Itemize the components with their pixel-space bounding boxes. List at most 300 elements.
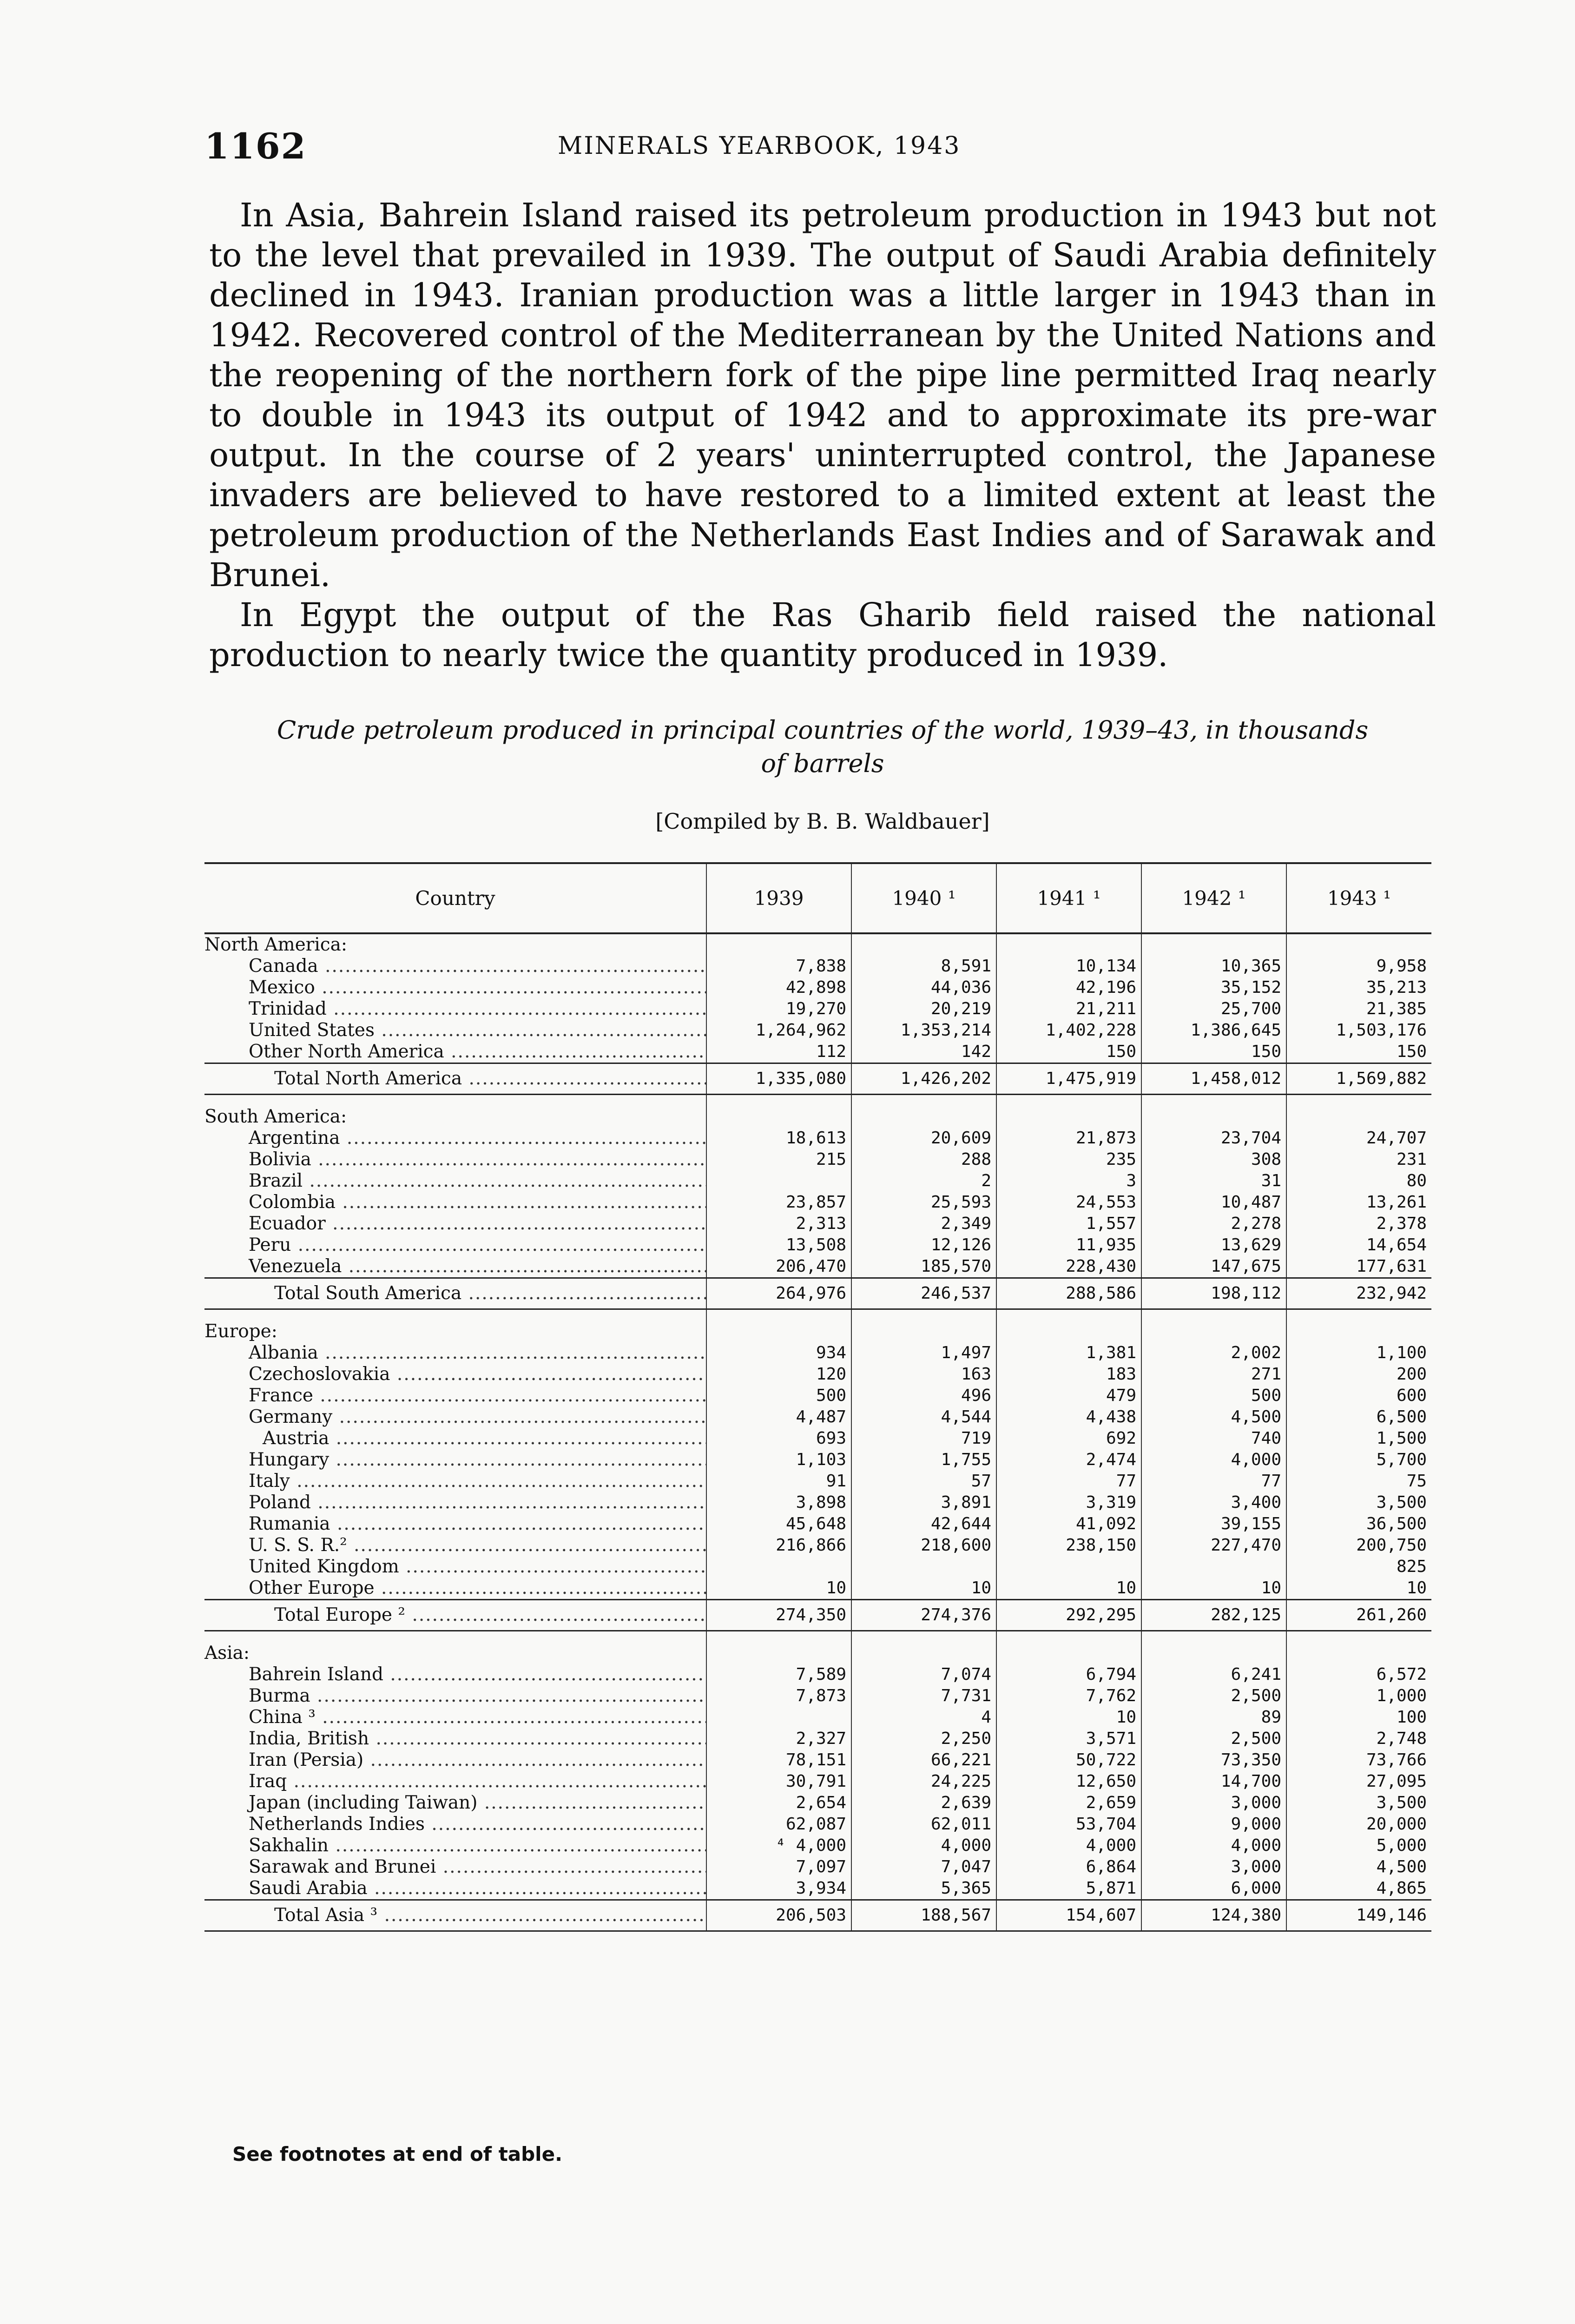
table-row <box>204 1835 1431 1856</box>
value-cell-1943: 75 <box>1286 1471 1431 1492</box>
value-cell-1939: 216,866 <box>706 1535 851 1556</box>
value-cell-1940: 288 <box>851 1149 996 1170</box>
value-cell-1941: 3 <box>996 1170 1141 1192</box>
value-cell-1939 <box>706 1309 851 1321</box>
table-caption <box>209 713 1436 780</box>
value-cell-1939: ⁴ 4,000 <box>706 1835 851 1856</box>
value-cell-1941: 1,381 <box>996 1342 1141 1364</box>
running-head: MINERALS YEARBOOK, 1943 <box>558 132 961 160</box>
table-row <box>204 1856 1431 1878</box>
table-row <box>204 1041 1431 1063</box>
page-header <box>204 125 1431 177</box>
value-cell-1942: 4,000 <box>1141 1449 1286 1471</box>
value-cell-1943 <box>1286 1309 1431 1321</box>
table-total-row <box>204 1063 1431 1095</box>
value-cell-1942: 6,241 <box>1141 1664 1286 1685</box>
value-cell-1941 <box>996 1643 1141 1664</box>
country-name-cell <box>204 1095 706 1107</box>
value-cell-1942: 3,400 <box>1141 1492 1286 1513</box>
value-cell-1940: 7,731 <box>851 1685 996 1707</box>
value-cell-1940: 163 <box>851 1364 996 1385</box>
value-cell-1943: 35,213 <box>1286 977 1431 998</box>
value-cell-1940: 57 <box>851 1471 996 1492</box>
value-cell-1941: 1,402,228 <box>996 1020 1141 1041</box>
table-spacer-row <box>204 1631 1431 1643</box>
value-cell-1940: 42,644 <box>851 1513 996 1535</box>
value-cell-1940: 188,567 <box>851 1900 996 1931</box>
value-cell-1942: 3,000 <box>1141 1856 1286 1878</box>
table-row <box>204 1149 1431 1170</box>
value-cell-1943: 24,707 <box>1286 1128 1431 1149</box>
value-cell-1940: 20,609 <box>851 1128 996 1149</box>
page-number: 1162 <box>204 125 307 167</box>
value-cell-1943: 150 <box>1286 1041 1431 1063</box>
value-cell-1940 <box>851 1309 996 1321</box>
value-cell-1942 <box>1141 1309 1286 1321</box>
value-cell-1939: 78,151 <box>706 1750 851 1771</box>
value-cell-1943: 1,503,176 <box>1286 1020 1431 1041</box>
value-cell-1939: 7,097 <box>706 1856 851 1878</box>
value-cell-1939: 112 <box>706 1041 851 1063</box>
body-text <box>209 195 1436 675</box>
value-cell-1941: 183 <box>996 1364 1141 1385</box>
value-cell-1939 <box>706 1707 851 1728</box>
value-cell-1939 <box>706 1643 851 1664</box>
country-name-cell: Trinidad ..... <box>204 998 706 1020</box>
value-cell-1940: 1,353,214 <box>851 1020 996 1041</box>
country-name-cell: Netherlands Indies ..... <box>204 1814 706 1835</box>
value-cell-1942: 4,000 <box>1141 1835 1286 1856</box>
value-cell-1943 <box>1286 933 1431 956</box>
value-cell-1939: 2,327 <box>706 1728 851 1750</box>
value-cell-1942: 271 <box>1141 1364 1286 1385</box>
value-cell-1941: 12,650 <box>996 1771 1141 1792</box>
country-name-cell: Total South America ..... <box>204 1278 706 1309</box>
value-cell-1943: 20,000 <box>1286 1814 1431 1835</box>
table-row <box>204 1020 1431 1041</box>
value-cell-1939: 500 <box>706 1385 851 1406</box>
value-cell-1942: 10,487 <box>1141 1192 1286 1213</box>
value-cell-1941: 10 <box>996 1707 1141 1728</box>
value-cell-1941: 479 <box>996 1385 1141 1406</box>
table-row <box>204 956 1431 977</box>
value-cell-1939: 19,270 <box>706 998 851 1020</box>
value-cell-1940: 496 <box>851 1385 996 1406</box>
value-cell-1940: 20,219 <box>851 998 996 1020</box>
value-cell-1942: 150 <box>1141 1041 1286 1063</box>
value-cell-1943: 80 <box>1286 1170 1431 1192</box>
country-name-cell: Iraq ..... <box>204 1771 706 1792</box>
country-name-cell: Canada ..... <box>204 956 706 977</box>
value-cell-1940: 24,225 <box>851 1771 996 1792</box>
value-cell-1939: 7,589 <box>706 1664 851 1685</box>
value-cell-1942: 198,112 <box>1141 1278 1286 1309</box>
value-cell-1942 <box>1141 1631 1286 1643</box>
value-cell-1939: 693 <box>706 1428 851 1449</box>
country-name-cell: North America: <box>204 934 348 955</box>
value-cell-1939: 3,898 <box>706 1492 851 1513</box>
value-cell-1939: 23,857 <box>706 1192 851 1213</box>
value-cell-1939: 18,613 <box>706 1128 851 1149</box>
value-cell-1942 <box>1141 1556 1286 1578</box>
table-footnote: See footnotes at end of table. <box>232 2143 563 2166</box>
table-region-row <box>204 1321 1431 1342</box>
country-name-cell: Sakhalin ..... <box>204 1835 706 1856</box>
value-cell-1943: 177,631 <box>1286 1256 1431 1278</box>
table-row <box>204 1707 1431 1728</box>
value-cell-1942: 13,629 <box>1141 1235 1286 1256</box>
country-name-cell: Asia: <box>204 1643 250 1664</box>
value-cell-1939: 30,791 <box>706 1771 851 1792</box>
country-name-cell <box>204 1631 706 1643</box>
value-cell-1940: 4,544 <box>851 1406 996 1428</box>
value-cell-1941: 5,871 <box>996 1878 1141 1900</box>
value-cell-1941: 292,295 <box>996 1600 1141 1631</box>
column-header-1942: 1942 ¹ <box>1141 863 1286 933</box>
value-cell-1941: 53,704 <box>996 1814 1141 1835</box>
table-region-row <box>204 1643 1431 1664</box>
country-name-cell: United States ..... <box>204 1020 706 1041</box>
value-cell-1943: 10 <box>1286 1578 1431 1600</box>
value-cell-1939 <box>706 1170 851 1192</box>
value-cell-1942: 2,500 <box>1141 1728 1286 1750</box>
value-cell-1943 <box>1286 1095 1431 1107</box>
value-cell-1943: 27,095 <box>1286 1771 1431 1792</box>
value-cell-1939: 3,934 <box>706 1878 851 1900</box>
paragraph-egypt: In Egypt the output of the Ras Gharib field raised the national production to nearly twice the quantity produced in 1939. <box>209 596 1436 674</box>
country-name-cell: Czechoslovakia ..... <box>204 1364 706 1385</box>
country-name-cell: Japan (including Taiwan) ..... <box>204 1792 706 1814</box>
country-name-cell: United Kingdom ..... <box>204 1556 706 1578</box>
country-name-cell: Venezuela ..... <box>204 1256 706 1278</box>
table-row <box>204 1192 1431 1213</box>
value-cell-1943: 149,146 <box>1286 1900 1431 1931</box>
value-cell-1942 <box>1141 1643 1286 1664</box>
value-cell-1940: 142 <box>851 1041 996 1063</box>
value-cell-1939: 274,350 <box>706 1600 851 1631</box>
value-cell-1941: 235 <box>996 1149 1141 1170</box>
value-cell-1942: 227,470 <box>1141 1535 1286 1556</box>
value-cell-1942 <box>1141 1321 1286 1342</box>
table-row <box>204 1128 1431 1149</box>
value-cell-1940: 3,891 <box>851 1492 996 1513</box>
value-cell-1941: 10 <box>996 1578 1141 1600</box>
value-cell-1941 <box>996 1556 1141 1578</box>
table-row <box>204 1578 1431 1600</box>
table-spacer-row <box>204 1095 1431 1107</box>
value-cell-1943: 5,000 <box>1286 1835 1431 1856</box>
country-name-cell: Italy ..... <box>204 1471 706 1492</box>
country-name-cell: Sarawak and Brunei ..... <box>204 1856 706 1878</box>
value-cell-1943: 1,000 <box>1286 1685 1431 1707</box>
table-row <box>204 1814 1431 1835</box>
value-cell-1943: 1,500 <box>1286 1428 1431 1449</box>
value-cell-1939: 42,898 <box>706 977 851 998</box>
value-cell-1941: 4,438 <box>996 1406 1141 1428</box>
value-cell-1941: 150 <box>996 1041 1141 1063</box>
table-row <box>204 1406 1431 1428</box>
value-cell-1940: 719 <box>851 1428 996 1449</box>
value-cell-1940 <box>851 1106 996 1128</box>
value-cell-1942: 39,155 <box>1141 1513 1286 1535</box>
value-cell-1942: 282,125 <box>1141 1600 1286 1631</box>
value-cell-1941: 4,000 <box>996 1835 1141 1856</box>
value-cell-1943: 73,766 <box>1286 1750 1431 1771</box>
value-cell-1941: 228,430 <box>996 1256 1141 1278</box>
value-cell-1939: 206,503 <box>706 1900 851 1931</box>
value-cell-1940 <box>851 933 996 956</box>
value-cell-1939: 934 <box>706 1342 851 1364</box>
value-cell-1941: 21,211 <box>996 998 1141 1020</box>
table-row <box>204 1342 1431 1364</box>
value-cell-1939 <box>706 1631 851 1643</box>
value-cell-1939 <box>706 1095 851 1107</box>
value-cell-1943: 9,958 <box>1286 956 1431 977</box>
column-header-1941: 1941 ¹ <box>996 863 1141 933</box>
value-cell-1940: 7,074 <box>851 1664 996 1685</box>
value-cell-1942: 3,000 <box>1141 1792 1286 1814</box>
value-cell-1940: 44,036 <box>851 977 996 998</box>
value-cell-1940 <box>851 1556 996 1578</box>
value-cell-1940: 8,591 <box>851 956 996 977</box>
value-cell-1943: 3,500 <box>1286 1492 1431 1513</box>
table-row <box>204 1364 1431 1385</box>
table-spacer-row <box>204 1309 1431 1321</box>
country-name-cell: China ³ ..... <box>204 1707 706 1728</box>
table-row <box>204 1213 1431 1235</box>
value-cell-1939: 2,313 <box>706 1213 851 1235</box>
value-cell-1943 <box>1286 1643 1431 1664</box>
value-cell-1943: 5,700 <box>1286 1449 1431 1471</box>
value-cell-1942: 89 <box>1141 1707 1286 1728</box>
country-name-cell: U. S. S. R.² ..... <box>204 1535 706 1556</box>
value-cell-1942: 31 <box>1141 1170 1286 1192</box>
value-cell-1939 <box>706 933 851 956</box>
country-name-cell: Hungary ..... <box>204 1449 706 1471</box>
value-cell-1943: 2,378 <box>1286 1213 1431 1235</box>
country-name-cell: Bolivia ..... <box>204 1149 706 1170</box>
value-cell-1939: 206,470 <box>706 1256 851 1278</box>
value-cell-1943: 4,500 <box>1286 1856 1431 1878</box>
value-cell-1939: 264,976 <box>706 1278 851 1309</box>
value-cell-1940: 2,349 <box>851 1213 996 1235</box>
value-cell-1939 <box>706 1321 851 1342</box>
value-cell-1942: 6,000 <box>1141 1878 1286 1900</box>
table-region-row <box>204 933 1431 956</box>
value-cell-1939: 7,873 <box>706 1685 851 1707</box>
value-cell-1943: 1,569,882 <box>1286 1063 1431 1095</box>
value-cell-1943: 1,100 <box>1286 1342 1431 1364</box>
country-name-cell: South America: <box>204 1106 347 1127</box>
value-cell-1940: 7,047 <box>851 1856 996 1878</box>
table-row <box>204 1878 1431 1900</box>
value-cell-1940 <box>851 1631 996 1643</box>
table-row <box>204 1664 1431 1685</box>
value-cell-1939: 10 <box>706 1578 851 1600</box>
value-cell-1943: 3,500 <box>1286 1792 1431 1814</box>
country-name-cell: Argentina ..... <box>204 1128 706 1149</box>
country-name-cell: France ..... <box>204 1385 706 1406</box>
value-cell-1939: 7,838 <box>706 956 851 977</box>
country-name-cell: Total Europe ² ..... <box>204 1600 706 1631</box>
value-cell-1942: 10,365 <box>1141 956 1286 977</box>
value-cell-1943: 4,865 <box>1286 1878 1431 1900</box>
value-cell-1941: 288,586 <box>996 1278 1141 1309</box>
value-cell-1941: 50,722 <box>996 1750 1141 1771</box>
country-name-cell: Rumania ..... <box>204 1513 706 1535</box>
value-cell-1942: 740 <box>1141 1428 1286 1449</box>
table-caption-line1: Crude petroleum produced in principal countries of the world, 1939–43, in thousands <box>277 715 1369 745</box>
value-cell-1941: 238,150 <box>996 1535 1141 1556</box>
value-cell-1940 <box>851 1095 996 1107</box>
value-cell-1942: 77 <box>1141 1471 1286 1492</box>
value-cell-1940: 4,000 <box>851 1835 996 1856</box>
value-cell-1940: 12,126 <box>851 1235 996 1256</box>
country-name-cell: Colombia ..... <box>204 1192 706 1213</box>
value-cell-1943: 21,385 <box>1286 998 1431 1020</box>
country-name-cell: Germany ..... <box>204 1406 706 1428</box>
value-cell-1940: 1,426,202 <box>851 1063 996 1095</box>
value-cell-1941: 1,557 <box>996 1213 1141 1235</box>
value-cell-1942: 14,700 <box>1141 1771 1286 1792</box>
country-name-cell: Total Asia ³ ..... <box>204 1900 706 1931</box>
value-cell-1939: 45,648 <box>706 1513 851 1535</box>
value-cell-1939: 4,487 <box>706 1406 851 1428</box>
value-cell-1941: 2,474 <box>996 1449 1141 1471</box>
value-cell-1942: 500 <box>1141 1385 1286 1406</box>
country-name-cell: Iran (Persia) ..... <box>204 1750 706 1771</box>
value-cell-1941: 1,475,919 <box>996 1063 1141 1095</box>
table-total-row <box>204 1278 1431 1309</box>
value-cell-1940: 2 <box>851 1170 996 1192</box>
value-cell-1943: 232,942 <box>1286 1278 1431 1309</box>
country-name-cell: Burma ..... <box>204 1685 706 1707</box>
table-row <box>204 1256 1431 1278</box>
table-row <box>204 1556 1431 1578</box>
value-cell-1943: 200,750 <box>1286 1535 1431 1556</box>
table-row <box>204 1685 1431 1707</box>
table-row <box>204 1235 1431 1256</box>
value-cell-1943 <box>1286 1321 1431 1342</box>
value-cell-1942: 2,278 <box>1141 1213 1286 1235</box>
value-cell-1942: 9,000 <box>1141 1814 1286 1835</box>
value-cell-1943: 100 <box>1286 1707 1431 1728</box>
value-cell-1941: 7,762 <box>996 1685 1141 1707</box>
value-cell-1939: 91 <box>706 1471 851 1492</box>
table-row <box>204 1385 1431 1406</box>
table-row <box>204 1535 1431 1556</box>
value-cell-1942: 73,350 <box>1141 1750 1286 1771</box>
value-cell-1941: 77 <box>996 1471 1141 1492</box>
value-cell-1941 <box>996 1095 1141 1107</box>
value-cell-1941: 692 <box>996 1428 1141 1449</box>
value-cell-1940 <box>851 1643 996 1664</box>
table-row <box>204 1170 1431 1192</box>
table-total-row <box>204 1900 1431 1931</box>
value-cell-1940: 66,221 <box>851 1750 996 1771</box>
value-cell-1942: 25,700 <box>1141 998 1286 1020</box>
value-cell-1942 <box>1141 1106 1286 1128</box>
value-cell-1939 <box>706 1556 851 1578</box>
value-cell-1941: 24,553 <box>996 1192 1141 1213</box>
value-cell-1941: 3,319 <box>996 1492 1141 1513</box>
table-region-row <box>204 1106 1431 1128</box>
value-cell-1942 <box>1141 1095 1286 1107</box>
value-cell-1940: 218,600 <box>851 1535 996 1556</box>
table-row <box>204 1792 1431 1814</box>
value-cell-1943: 600 <box>1286 1385 1431 1406</box>
value-cell-1943: 261,260 <box>1286 1600 1431 1631</box>
value-cell-1942: 1,386,645 <box>1141 1020 1286 1041</box>
country-name-cell: Other Europe ..... <box>204 1578 706 1600</box>
country-name-cell: Albania ..... <box>204 1342 706 1364</box>
value-cell-1942: 10 <box>1141 1578 1286 1600</box>
value-cell-1941 <box>996 1631 1141 1643</box>
value-cell-1942: 23,704 <box>1141 1128 1286 1149</box>
country-name-cell: Other North America ..... <box>204 1041 706 1063</box>
value-cell-1940: 62,011 <box>851 1814 996 1835</box>
value-cell-1943: 6,572 <box>1286 1664 1431 1685</box>
table-row <box>204 1728 1431 1750</box>
value-cell-1943 <box>1286 1631 1431 1643</box>
value-cell-1943: 200 <box>1286 1364 1431 1385</box>
value-cell-1941: 3,571 <box>996 1728 1141 1750</box>
value-cell-1940: 1,497 <box>851 1342 996 1364</box>
table-total-row <box>204 1600 1431 1631</box>
column-header-1943: 1943 ¹ <box>1286 863 1431 933</box>
value-cell-1941 <box>996 1309 1141 1321</box>
value-cell-1940: 274,376 <box>851 1600 996 1631</box>
value-cell-1940: 1,755 <box>851 1449 996 1471</box>
value-cell-1942: 4,500 <box>1141 1406 1286 1428</box>
column-header-1940: 1940 ¹ <box>851 863 996 933</box>
country-name-cell: Ecuador ..... <box>204 1213 706 1235</box>
country-name-cell: Peru ..... <box>204 1235 706 1256</box>
table-row <box>204 998 1431 1020</box>
paragraph-asia: In Asia, Bahrein Island raised its petroleum production in 1943 but not to the level that prevailed in 1939. The output of Saudi Arabia definitely declined in 1943. Iranian production was a little larger in 1943 than in 1942. Recovered control of the Mediterranean by the United Nations and the reopening of the northern fork of the pipe line permitted Iraq nearly to double in 1943 its output of 1942 and to approximate its pre-war output. In the course of 2 years' uninterrupted control, the Japanese invaders are believed to have restored to a limited extent at least the petroleum production of the Netherlands East Indies and of Sarawak and Brunei. <box>209 196 1436 594</box>
value-cell-1941: 10,134 <box>996 956 1141 977</box>
value-cell-1941 <box>996 1106 1141 1128</box>
country-name-cell: Poland ..... <box>204 1492 706 1513</box>
column-header-country: Country <box>204 863 706 933</box>
value-cell-1939: 215 <box>706 1149 851 1170</box>
value-cell-1942: 2,002 <box>1141 1342 1286 1364</box>
value-cell-1939 <box>706 1106 851 1128</box>
value-cell-1941: 41,092 <box>996 1513 1141 1535</box>
table-row <box>204 1513 1431 1535</box>
value-cell-1940: 2,250 <box>851 1728 996 1750</box>
value-cell-1940: 5,365 <box>851 1878 996 1900</box>
value-cell-1940: 25,593 <box>851 1192 996 1213</box>
value-cell-1941: 6,794 <box>996 1664 1141 1685</box>
value-cell-1942 <box>1141 933 1286 956</box>
value-cell-1939: 13,508 <box>706 1235 851 1256</box>
value-cell-1943: 14,654 <box>1286 1235 1431 1256</box>
table-row <box>204 1428 1431 1449</box>
value-cell-1941 <box>996 1321 1141 1342</box>
country-name-cell: Bahrein Island ..... <box>204 1664 706 1685</box>
table-header-row <box>204 863 1431 933</box>
value-cell-1941: 11,935 <box>996 1235 1141 1256</box>
value-cell-1939: 1,335,080 <box>706 1063 851 1095</box>
value-cell-1943: 13,261 <box>1286 1192 1431 1213</box>
table-row <box>204 1771 1431 1792</box>
value-cell-1943: 825 <box>1286 1556 1431 1578</box>
value-cell-1942: 124,380 <box>1141 1900 1286 1931</box>
value-cell-1939: 2,654 <box>706 1792 851 1814</box>
country-name-cell: Mexico ..... <box>204 977 706 998</box>
table-row <box>204 1471 1431 1492</box>
